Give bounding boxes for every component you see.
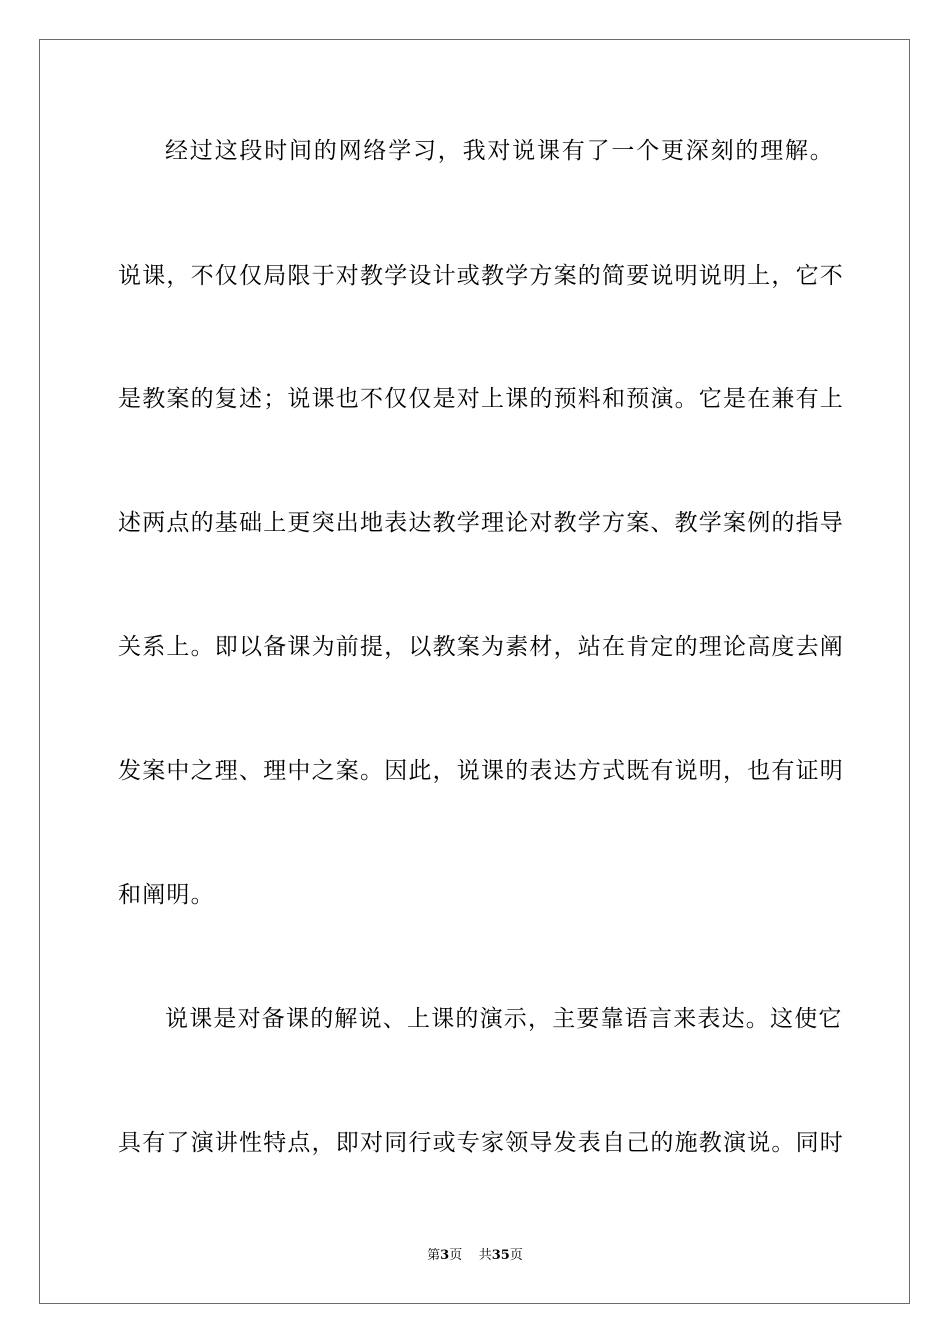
footer-total-prefix: 共 — [478, 1248, 492, 1263]
paragraph-line: 说课是对备课的解说、上课的演示，主要靠语言来表达。这使它 — [165, 1006, 843, 1032]
page-frame — [39, 39, 910, 1304]
paragraph-line: 是教案的复述；说课也不仅仅是对上课的预料和预演。它是在兼有上 — [118, 386, 844, 412]
paragraph-line: 述两点的基础上更突出地表达教学理论对教学方案、教学案例的指导 — [118, 510, 844, 536]
paragraph-line: 发案中之理、理中之案。因此，说课的表达方式既有说明，也有证明 — [118, 758, 844, 784]
footer-page-suffix: 页 — [449, 1248, 463, 1263]
paragraph-line: 关系上。即以备课为前提，以教案为素材，站在肯定的理论高度去阐 — [118, 634, 844, 660]
paragraph-line: 具有了演讲性特点，即对同行或专家领导发表自己的施教演说。同时 — [118, 1130, 844, 1156]
paragraph-line: 经过这段时间的网络学习，我对说课有了一个更深刻的理解。 — [165, 138, 834, 164]
paragraph-line: 说课，不仅仅局限于对教学设计或教学方案的简要说明说明上，它不 — [118, 263, 844, 289]
footer-total-suffix: 页 — [509, 1248, 523, 1263]
page-footer — [0, 1247, 950, 1265]
paragraph-line: 和阐明。 — [118, 882, 215, 908]
footer-prefix: 第 — [427, 1248, 441, 1263]
footer-page-number: 3 — [440, 1248, 450, 1263]
footer-total-pages: 35 — [491, 1248, 510, 1263]
